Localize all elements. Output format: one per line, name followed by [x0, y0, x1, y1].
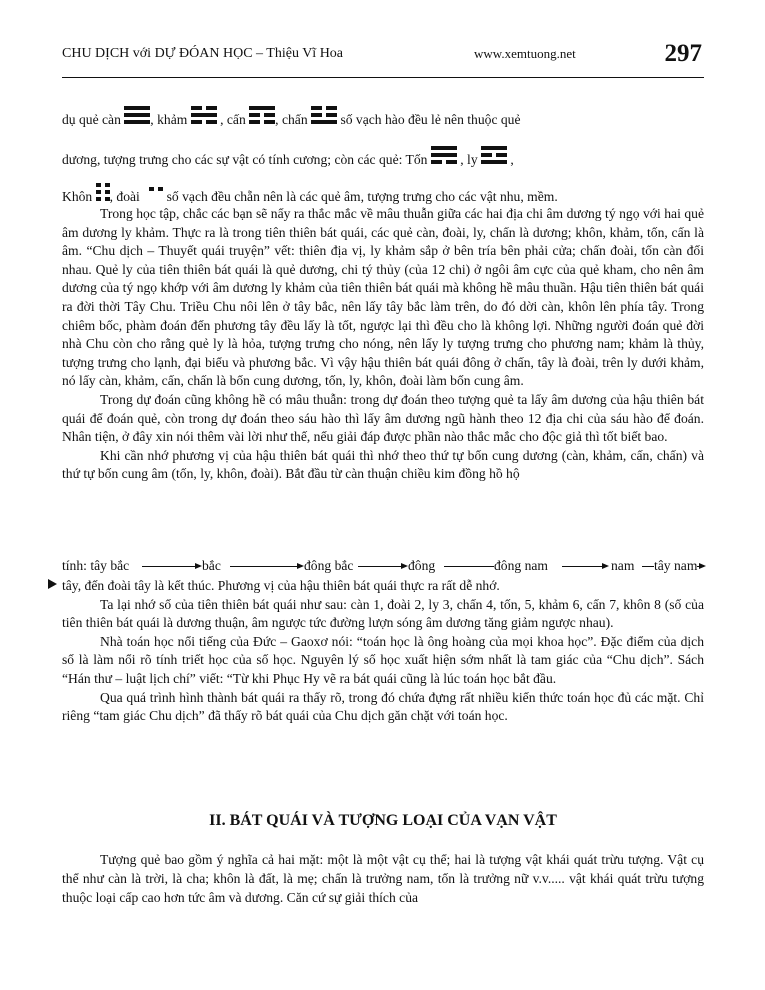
- trigram-kham-icon: [191, 106, 217, 126]
- section-text: [62, 850, 704, 907]
- paragraph: Tượng quẻ bao gồm ý nghĩa cả hai mặt: một là một vật cụ thể; hai là tượng vật khái quát trừu tượng. Vật cụ thể như càn là trời, là cha; khôn là đất, là mẹ; chấn là trưởng nam, tốn là trưởng nữ v.v..... vật khái quát trừu tượng thuộc loại cấp cao hơn tức âm và dương. Căn cứ sự giải thích của: [62, 852, 704, 905]
- page-header: [62, 40, 704, 80]
- trigram-ton-icon: [431, 146, 457, 166]
- trigram-can-mountain-icon: [249, 106, 275, 126]
- intro-line-1: dụ quẻ càn , khảm , cấn , chấn số vạch hào đều lẻ nên thuộc quẻ: [62, 106, 521, 128]
- direction-label: tính: tây bắc: [62, 558, 130, 573]
- direction-label: đông nam: [494, 558, 548, 573]
- direction-label: bắc: [202, 558, 221, 573]
- arrow-icon: [48, 579, 57, 589]
- direction-label: đông: [408, 558, 436, 573]
- main-text: [62, 205, 704, 484]
- arrow-icon: [230, 566, 302, 567]
- arrow-icon: [358, 566, 406, 567]
- intro-line-2: dương, tượng trưng cho các sự vật có tính cương; còn các quẻ: Tốn , ly ,: [62, 146, 514, 168]
- paragraph: Qua quá trình hình thành bát quái ra thấy rõ, trong đó chứa đựng rất nhiều kiến thức toán học đủ các mặt. Chỉ riêng “tam giác Chu dịch” đã thấy rõ bát quái của Chu dịch găn chặt với toán học.: [62, 689, 704, 724]
- direction-sequence: [62, 558, 704, 576]
- section-heading: II. BÁT QUÁI VÀ TƯỢNG LOẠI CỦA VẠN VẬT: [209, 812, 557, 829]
- book-title: CHU DỊCH với DỰ ĐÓAN HỌC – Thiệu Vĩ Hoa: [62, 46, 344, 61]
- trigram-ly-icon: [481, 146, 507, 166]
- trigram-doai-icon: [149, 187, 163, 193]
- paragraph: Ta lại nhớ số của tiên thiên bát quái như sau: càn 1, đoài 2, ly 3, chấn 4, tốn, 5, khảm 6, cấn 7, khôn 8 (số của tiên thiên bát quái là dương thuận, âm ngược tức đường lượn sóng âm dương tăng giảm ngược nhau).: [62, 596, 704, 631]
- direction-label: đông bắc: [304, 558, 354, 573]
- website-link[interactable]: www.xemtuong.net: [474, 46, 576, 61]
- page-number: 297: [664, 40, 702, 67]
- paragraph: Khi cần nhớ phương vị của hậu thiên bát quái thì nhớ theo thứ tự bốn cung dương (càn, khảm, cấn, chấn) và thứ tự bốn cung âm (tốn, ly, khôn, đoài). Bắt đầu từ càn thuận chiều kim đồng hồ hộ: [62, 447, 704, 482]
- arrow-icon: [142, 566, 200, 567]
- paragraph: Trong học tập, chắc các bạn sẽ nẩy ra thắc mắc về mâu thuẫn giữa các hai địa chi âm dương tý ngọ với hai quẻ âm dương ly khảm. Thực ra là trong tiên thiên bát quái, các quẻ càn, đoài, ly, chấn là dương; khôn, khảm, tốn, cấn là âm. “Chu dịch – Thuyết quái truyện” vết: thiên địa vị, ly khảm sắp ở bên tría bên phải cửa; chấn đoài, tốn càn đối nhau. Quẻ ly của tiên thiên bát quái là quẻ dương, chi tý thủy (của 12 chi) ở ngôi âm cực của quẻ kham, cho nên âm dương của tý ngọ khớp với âm dương ly khảm của tiên thiên bát quái mà không hề mâu thuần. Hậu tiên thiên bát quái ra đời thời Tây Chu. Triều Chu nôi lên ở tây bắc, nên lấy tây bắc làm trên, do đó dời càn, khôn lên phía tây. Trong chiêm bốc, phàm đoán đến phương tây đều lấy là tốt, ngược lại thì đều cho là không lợi. Những người đoán quẻ đời nhà Chu còn cho rằng quẻ ly là hỏa, tượng trưng cho nóng, nên lấy ly tượng trưng cho phương nam; khảm là thủy, tượng trưng cho lạnh, đại biểu và phương bắc. Vì vậy hậu thiên bát quái đông ở chấn, tây là đoài, trên ly dưới khảm, nó lấy càn, khảm, cấn, chấn là bốn cung dương, tốn, ly, khôn, đoài làm bốn cung âm.: [62, 206, 704, 389]
- main-text-continued: [62, 577, 704, 726]
- arrow-icon: [562, 566, 607, 567]
- paragraph: Nhà toán học nổi tiếng của Đức – Gaoxơ nói: “toán học là ông hoàng của mọi khoa học”. Đặc điểm của dịch số là làm nổi rõ tính triết học của số học. Nguyên lý số học xuất hiện sớm nhất là tam giác của “Chu dịch”. Sách “Hán thư – luật lịch chí” viết: “Từ khi Phục Hy vẽ ra bát quái cũng là lúc toán học bắt đầu.: [62, 633, 704, 686]
- header-divider: [62, 77, 704, 78]
- paragraph: Trong dự đoán cũng không hề có mâu thuẫn: trong dự đoán theo tượng quẻ ta lấy âm dương của hậu thiên bát quái để đoán quẻ, còn trong dự đoán theo sáu hào thì lấy âm dương ngũ hành theo 12 địa chi của sáu hào để đoán. Nhân tiện, ở đây xin nói thêm vài lời như thế, nếu giải đáp được phần nào thắc mắc cho độc giả thì tốt biết bao.: [62, 391, 704, 445]
- trigram-khon-icon: [96, 183, 110, 203]
- paragraph: tây, đến đoài tây là kết thúc. Phương vị của hậu thiên bát quái thực ra rất dễ nhớ.: [62, 578, 500, 593]
- trigram-chan-icon: [311, 106, 337, 126]
- direction-label: tây nam: [654, 558, 698, 573]
- trigram-can-icon: [124, 106, 150, 126]
- intro-line-3: Khôn , đoài số vạch đều chẵn nên là các quẻ âm, tượng trưng cho các vật nhu, mềm.: [62, 183, 558, 205]
- direction-label: nam: [611, 558, 635, 573]
